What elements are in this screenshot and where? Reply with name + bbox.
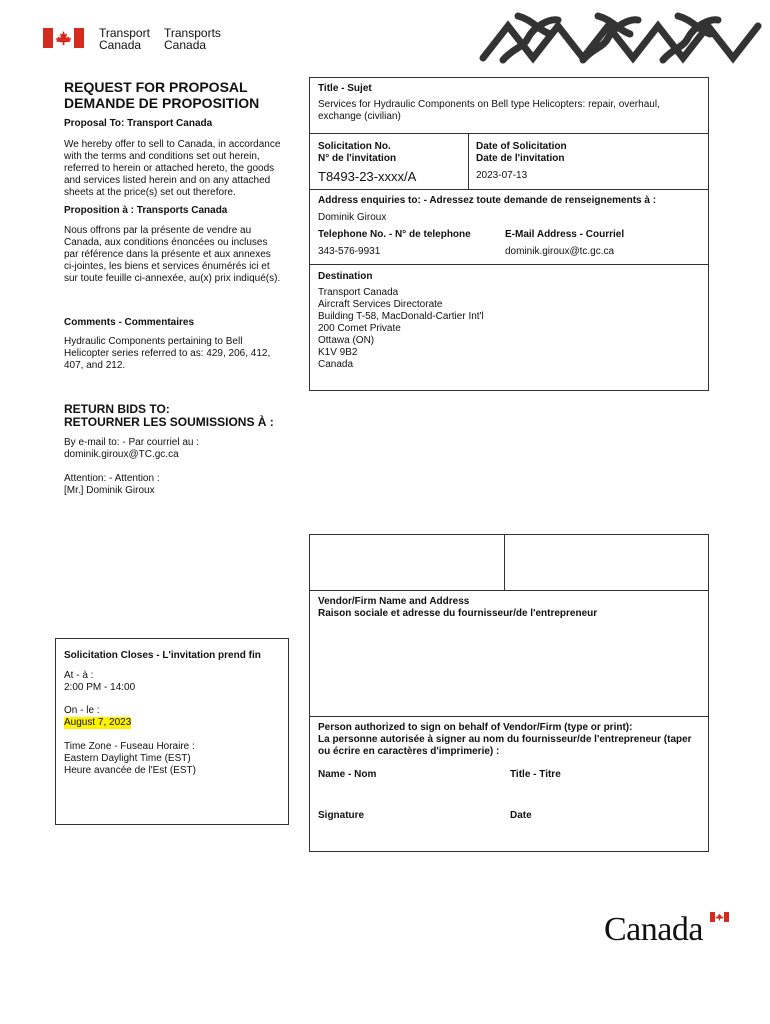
comments-label: Comments - Commentaires [64,317,195,328]
authorized-person-fr: La personne autorisée à signer au nom du fournisseur/de l'entrepreneur (taper ou écrire en caractères d'imprimerie) : [318,734,692,757]
destination-label: Destination [318,271,373,282]
email-address-label: E-Mail Address - Courriel [505,229,625,240]
page-title-fr: DEMANDE DE PROPOSITION [64,95,260,111]
department-name-fr: Transports Canada [164,26,221,52]
email-value: dominik.giroux@TC.gc.ca [64,449,179,460]
vendor-input-left[interactable] [310,535,503,589]
divider [309,189,709,190]
enquiries-label: Address enquiries to: - Adressez toute demande de renseignements à : [318,195,657,206]
offer-text-fr: Nous offrons par la présente de vendre au Canada, aux conditions énoncées ou incluses par référence dans la présente et aux annexes ci-jointes, les biens et services énumérés ici et sur toute feuille ci-annexée, au(x) prix indiqué(s). [64,225,281,284]
divider [468,133,469,189]
time-zone-fr: Heure avancée de l'Est (EST) [64,765,196,776]
solicitation-closes-label: Solicitation Closes - L'invitation prend fin [64,650,261,661]
return-bids-en: RETURN BIDS TO: [64,402,170,416]
closes-date: August 7, 2023 [64,717,132,728]
telephone-label: Telephone No. - N° de telephone [318,229,471,240]
title-value: Services for Hydraulic Components on Bell type Helicopters: repair, overhaul, exchange (civilian) [318,99,660,122]
signer-title-label: Title - Titre [510,769,561,780]
vendor-label-fr: Raison sociale et adresse du fournisseur/de l'entrepreneur [318,608,598,619]
vendor-label-en: Vendor/Firm Name and Address [318,596,470,607]
solicitation-date-value: 2023-07-13 [476,170,528,181]
page-title-en: REQUEST FOR PROPOSAL [64,79,248,95]
proposal-to-fr: Proposition à : Transports Canada [64,205,228,216]
attention-label: Attention: - Attention : [64,473,160,484]
vendor-address-field[interactable] [310,622,708,714]
destination-address: Transport Canada Aircraft Services Directorate Building T-58, MacDonald-Cartier Int'l 200 Comet Private Ottawa (ON) K1V 9B2 Canada [318,287,484,370]
email-address-value: dominik.giroux@tc.gc.ca [505,246,615,257]
comments-text: Hydraulic Components pertaining to Bell Helicopter series referred to as: 429, 206, 412, 407, and 212. [64,336,271,371]
closes-on-label: On - le : [64,705,100,716]
divider [309,264,709,265]
title-label: Title - Sujet [318,83,372,94]
enquiries-name: Dominik Giroux [318,212,387,223]
telephone-value: 343-576-9931 [318,246,381,257]
signature-label: Signature [318,810,365,821]
wordmark-flag-icon [710,912,729,922]
divider [309,716,709,717]
solicitation-number-label: Solicitation No. N° de l'invitation [318,141,397,164]
closes-time: 2:00 PM - 14:00 [64,682,136,693]
vendor-input-right[interactable] [505,535,708,589]
closes-at-label: At - à : [64,670,94,681]
divider [309,590,709,591]
email-label: By e-mail to: - Par courriel au : [64,437,200,448]
decorative-pattern-graphic [478,8,770,66]
solicitation-number-value: T8493-23-xxxx/A [318,169,417,184]
time-zone-en: Eastern Daylight Time (EST) [64,753,191,764]
canada-wordmark: Canada [604,912,729,948]
divider [309,133,709,134]
offer-text-en: We hereby offer to sell to Canada, in accordance with the terms and conditions set out herein, referred to herein or attached hereto, the goods and services listed herein and on any attached sheets at the price(s) set out therefore. [64,139,281,198]
authorized-person-en: Person authorized to sign on behalf of Vendor/Firm (type or print): [318,722,633,733]
proposal-to-en: Proposal To: Transport Canada [64,118,213,129]
attention-value: [Mr.] Dominik Giroux [64,485,155,496]
government-flag-logo [43,28,84,48]
date-label: Date [510,810,532,821]
department-name-en: Transport Canada [99,26,150,52]
solicitation-date-label: Date of Solicitation Date de l'invitation [476,141,567,164]
return-bids-fr: RETOURNER LES SOUMISSIONS À : [64,415,274,429]
solicitation-closes-box [55,638,289,825]
time-zone-label: Time Zone - Fuseau Horaire : [64,741,195,752]
name-label: Name - Nom [318,769,377,780]
